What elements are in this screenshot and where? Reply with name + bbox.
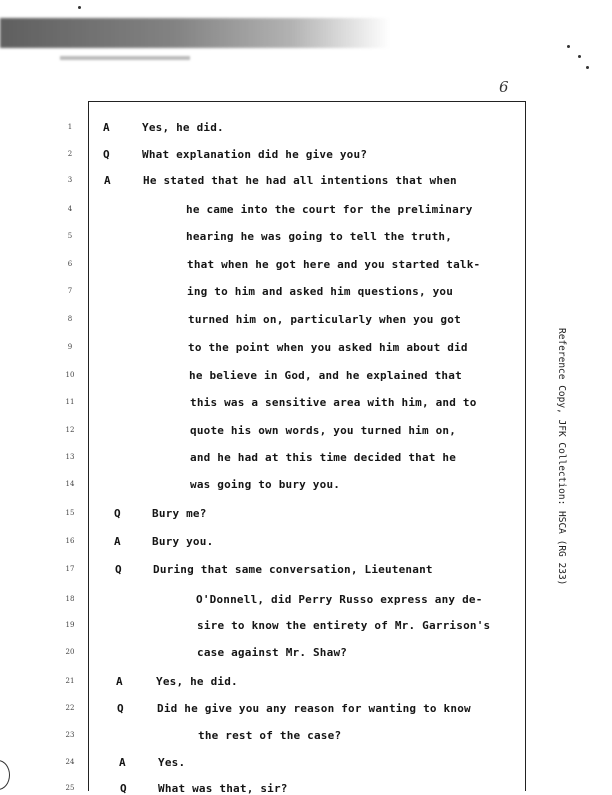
transcript-line: Yes, he did. bbox=[156, 675, 238, 688]
line-number: 4 bbox=[67, 205, 73, 213]
transcript-line: the rest of the case? bbox=[198, 729, 342, 742]
left-margin-rule bbox=[88, 101, 89, 791]
line-number: 18 bbox=[65, 595, 75, 603]
transcript-line: was going to bury you. bbox=[190, 478, 341, 491]
scan-smudge bbox=[0, 18, 390, 48]
line-number: 5 bbox=[67, 232, 73, 240]
transcript-line: and he had at this time decided that he bbox=[190, 451, 457, 464]
speaker-label: Q bbox=[120, 782, 127, 795]
transcript-line: quote his own words, you turned him on, bbox=[190, 424, 457, 437]
speaker-label: Q bbox=[117, 702, 124, 715]
line-number: 7 bbox=[67, 287, 73, 295]
line-number: 8 bbox=[67, 315, 73, 323]
archive-stamp: Reference Copy, JFK Collection: HSCA (RG 233) bbox=[556, 328, 567, 586]
transcript-line: Yes, he did. bbox=[142, 121, 224, 134]
speaker-label: Q bbox=[115, 563, 122, 576]
transcript-line: ing to him and asked him questions, you bbox=[187, 285, 454, 298]
punch-hole-mark bbox=[0, 760, 10, 790]
transcript-line: O'Donnell, did Perry Russo express any de- bbox=[196, 593, 483, 606]
line-number: 17 bbox=[65, 565, 75, 573]
line-number: 1 bbox=[67, 123, 73, 131]
line-number: 22 bbox=[65, 704, 75, 712]
line-number: 6 bbox=[67, 260, 73, 268]
speaker-label: A bbox=[103, 121, 110, 134]
speaker-label: A bbox=[116, 675, 123, 688]
transcript-line: Did he give you any reason for wanting to know bbox=[157, 702, 471, 715]
transcript-line: that when he got here and you started talk- bbox=[187, 258, 481, 271]
right-margin-rule bbox=[525, 101, 526, 791]
line-number: 24 bbox=[65, 758, 75, 766]
line-number: 14 bbox=[65, 480, 75, 488]
line-number: 23 bbox=[65, 731, 75, 739]
line-number: 2 bbox=[67, 150, 73, 158]
scan-speck bbox=[78, 6, 81, 9]
transcript-line: to the point when you asked him about did bbox=[188, 341, 468, 354]
line-number: 12 bbox=[65, 426, 75, 434]
scan-speck bbox=[578, 55, 581, 58]
speaker-label: A bbox=[119, 756, 126, 769]
transcript-line: he believe in God, and he explained that bbox=[189, 369, 462, 382]
transcript-line: sire to know the entirety of Mr. Garrison's bbox=[197, 619, 491, 632]
speaker-label: Q bbox=[114, 507, 121, 520]
scan-speck bbox=[567, 45, 570, 48]
transcript-line: he came into the court for the preliminary bbox=[186, 203, 473, 216]
transcript-line: He stated that he had all intentions that when bbox=[143, 174, 457, 187]
scan-speck bbox=[586, 66, 589, 69]
scan-smudge-line bbox=[60, 56, 190, 60]
transcript-line: During that same conversation, Lieutenant bbox=[153, 563, 433, 576]
line-number: 15 bbox=[65, 509, 75, 517]
speaker-label: Q bbox=[103, 148, 110, 161]
line-number: 3 bbox=[67, 176, 73, 184]
speaker-label: A bbox=[114, 535, 121, 548]
line-number: 13 bbox=[65, 453, 75, 461]
transcript-line: What explanation did he give you? bbox=[142, 148, 368, 161]
line-number: 19 bbox=[65, 621, 75, 629]
line-number: 21 bbox=[65, 677, 75, 685]
transcript-line: case against Mr. Shaw? bbox=[197, 646, 348, 659]
top-rule bbox=[88, 101, 525, 102]
line-number: 9 bbox=[67, 343, 73, 351]
line-number: 16 bbox=[65, 537, 75, 545]
line-number: 25 bbox=[65, 784, 75, 792]
transcript-line: Bury you. bbox=[152, 535, 214, 548]
line-number: 20 bbox=[65, 648, 75, 656]
page-number: 6 bbox=[499, 78, 509, 96]
line-number: 11 bbox=[65, 398, 75, 406]
transcript-line: Bury me? bbox=[152, 507, 207, 520]
transcript-line: this was a sensitive area with him, and to bbox=[190, 396, 477, 409]
transcript-line: turned him on, particularly when you got bbox=[188, 313, 461, 326]
transcript-line: What was that, sir? bbox=[158, 782, 288, 795]
line-number: 10 bbox=[65, 371, 75, 379]
transcript-line: Yes. bbox=[158, 756, 186, 769]
speaker-label: A bbox=[104, 174, 111, 187]
transcript-line: hearing he was going to tell the truth, bbox=[186, 230, 453, 243]
